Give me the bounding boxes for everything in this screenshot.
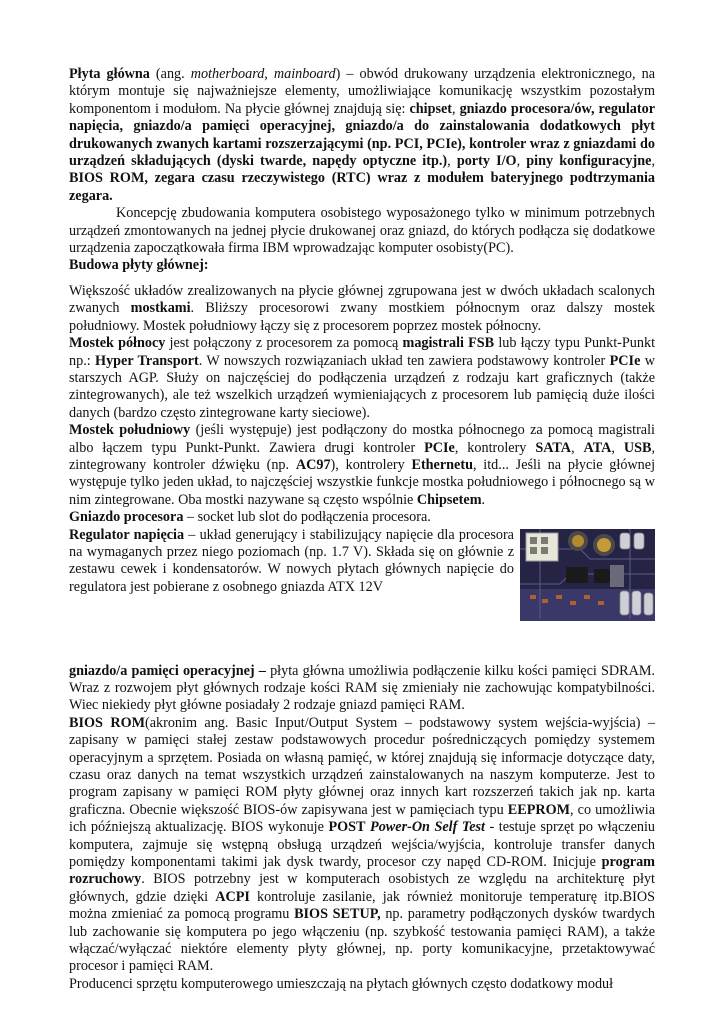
paragraph-definition bbox=[69, 66, 655, 205]
term-bold: gniazdo/a pamięci operacyjnej – bbox=[69, 662, 266, 679]
text: , itd... Jeśli na płycie głównej występuje tylko jeden układ, to najczęściej wszystkie funkcje mostka południowego i północnego są w nim zintegrowane. Oba mostki nazywane są często wspólnie bbox=[69, 456, 656, 508]
text: Większość układów zrealizowanych na płycie głównej zgrupowana jest w dwóch układach scalonych zwanych bbox=[69, 282, 655, 317]
term-bold: EEPROM bbox=[507, 801, 571, 818]
text: , kontrolery bbox=[454, 439, 536, 456]
text: np. parametry podłączonych dysków twardych lub zachowanie się komputera po jego włączeniu (np. szybkość testowania pamięci RAM), a także włączać/wyłączać niektóre elementy płyty głównej, np. porty komunikacyjne, przetaktowywać procesor i pamięci RAM. bbox=[69, 906, 655, 975]
term-bold: Ethernetu bbox=[411, 456, 473, 473]
text: , zintegrowany kontroler dźwięku (np. bbox=[69, 439, 656, 473]
text: lub łączy typu Punkt-Punkt np.: bbox=[69, 335, 656, 369]
paragraph-ibm: Koncepcję zbudowania komputera osobistego wyposażonego tylko w minimum potrzebnych urządzeń zmontowanych na jednej płycie drukowanej oraz gniazd, do których podłącza się dodatkowe urządzenia zapoczątkowała firma IBM wprowadzając komputer osobisty(PC). bbox=[69, 205, 655, 257]
text: , bbox=[611, 439, 624, 456]
term-bold: magistrali FSB bbox=[402, 335, 495, 352]
text: – socket lub slot do podłączenia procesora. bbox=[183, 509, 431, 526]
term-bold: gniazdo procesora/ów, regulator napięcia, gniazdo/a pamięci operacyjnej, gniazdo/a do zainstalowania dodatkowych płyt drukowanych zwanych kartami rozszerzającymi (np. PCI, PCIe), kontroler wraz z gniazdami do urządzeń składujących (dyski twarde, napędy optyczne itp.) bbox=[69, 100, 655, 170]
term-bold: Hyper Transport bbox=[95, 352, 199, 369]
term-bold: Regulator napięcia bbox=[69, 526, 185, 543]
term-bold: program rozruchowy bbox=[69, 854, 655, 888]
text: , co umożliwia ich późniejszą aktualizację. BIOS wykonuje bbox=[69, 801, 655, 836]
text: (akronim ang. Basic Input/Output System – podstawowy system wejścia-wyjścia) – zapisany w pamięci stałej zestaw podstawowych procedur pośredniczących pomiędzy systemem operacyjnym a sprzętem. Posiada on własną pamięć, w której znajdują się informacje dotyczące daty, czasu oraz danych na temat wszystkich urządzeń zainstalowanych na naszym komputerze. Jest to program zapisany w pamięci ROM płyty głównej oraz innych kart rozszerzeń takich jak np. karta graficzna. Obecnie większość BIOS-ów zapisywana jest w pamięciach typu bbox=[69, 714, 655, 818]
term-bold: chipset bbox=[409, 100, 453, 117]
text: – układ generujący i stabilizujący napięcie dla procesora na wymaganych przez niego poziomach (np. 1.7 V). Składa się on głównie z zestawu cewek i kondensatorów. W nowych płytach głównych napięcie do regulatora jest pobierane z osobnego gniazda ATX 12V bbox=[69, 526, 514, 595]
paragraph-bios bbox=[69, 715, 655, 976]
term-bold: BIOS ROM, zegara czasu rzeczywistego (RTC) wraz z modułem bateryjnego podtrzymania zegara. bbox=[69, 170, 655, 204]
term-bold: PCIe bbox=[424, 439, 455, 456]
term-bold: AC97 bbox=[295, 456, 331, 473]
text: . W nowszych rozwiązaniach układ ten zawiera podstawowy kontroler bbox=[198, 352, 610, 369]
text: , bbox=[452, 100, 460, 117]
term-bold: PCIe bbox=[609, 352, 641, 369]
paragraph-north-bridge bbox=[69, 335, 655, 422]
text: , bbox=[571, 439, 584, 456]
term-bold: Mostek południowy bbox=[69, 422, 191, 439]
paragraph-producers: Producenci sprzętu komputerowego umieszczają na płytach głównych często dodatkowy moduł bbox=[69, 975, 614, 992]
term-bold: USB bbox=[623, 439, 652, 456]
paragraph-mostki bbox=[69, 283, 655, 335]
paragraph-socket bbox=[69, 509, 655, 526]
term-bold: Chipsetem bbox=[416, 491, 482, 508]
text: ) – obwód drukowany urządzenia elektronicznego, na którym montuje się najważniejsze elementy, umożliwiające komunikację wszystkim pozostałym komponentom i modułom. Na płycie głównej znajdują się: bbox=[69, 66, 655, 117]
text: ), kontrolery bbox=[330, 456, 412, 473]
text: , bbox=[516, 153, 527, 170]
section-heading: Budowa płyty głównej: bbox=[69, 257, 209, 274]
motherboard-photo-icon bbox=[520, 529, 655, 621]
text: , bbox=[447, 153, 457, 170]
term-bold: Mostek północy bbox=[69, 335, 166, 352]
term-bold: BIOS SETUP, bbox=[294, 906, 381, 923]
term-bold: ATA bbox=[583, 439, 612, 456]
text: - testuje sprzęt po włączeniu komputera, zajmuje się wstępną obsługą urządzeń wejścia/wyjścia, kontroluje transfer danych pomiędzy komponentami takimi jak dysk twardy, procesor czy napęd CD-ROM. Inicjuje bbox=[69, 819, 655, 871]
text: . bbox=[481, 491, 486, 508]
term-bold: ACPI bbox=[215, 888, 250, 905]
text: . BIOS potrzebny jest w komputerach osobistych ze względu na architekturę płyt głównych, gdzie dzięki bbox=[69, 871, 655, 905]
text: kontroluje zasilanie, jak również monitoruje temperaturę itp.BIOS można zmieniać za pomocą programu bbox=[69, 888, 655, 923]
term-bold: Płyta główna bbox=[69, 66, 150, 82]
paragraph-memory-slots bbox=[69, 663, 655, 715]
term-bold: SATA bbox=[535, 439, 572, 456]
term-bold: porty I/O bbox=[456, 153, 517, 170]
term-bold-italic: Power-On Self Test bbox=[370, 819, 485, 836]
term-bold: POST bbox=[328, 819, 366, 836]
term-bold: piny konfiguracyjne bbox=[526, 153, 652, 170]
paragraph-south-bridge bbox=[69, 422, 655, 509]
term-bold: BIOS ROM bbox=[69, 714, 145, 731]
text: jest połączony z procesorem za pomocą bbox=[165, 335, 403, 352]
text: płyta główna umożliwia podłączenie kilku kości pamięci SDRAM. Wraz z rozwojem płyt głównych rodzaje kości RAM się zmieniały nie zachowując kompatybilności. Wiec niekiedy płyt główne posiadały 2 rodzaje gniazd pamięci RAM. bbox=[69, 662, 655, 714]
document-page bbox=[69, 66, 655, 993]
text: (ang. bbox=[149, 66, 191, 82]
text: (jeśli występuje) jest podłączony do mostka północnego za pomocą magistrali albo łączem typu Punkt-Punkt. Zawiera drugi kontroler bbox=[69, 422, 655, 456]
term-bold: mostkami bbox=[130, 300, 191, 317]
text: w starszych AGP. Służy on najczęściej do podłączenia urządzeń z rodzaju kart graficznych (także zintegrowanych), ale też wszelkich urządzeń wymieniających z procesorem lub pamięcią duże ilości danych (bardzo często zintegrowane karty sieciowe). bbox=[69, 352, 655, 421]
text: . Bliższy procesorowi zwany mostkiem północnym oraz dalszy mostek południowy. Mostek południowy łączy się z procesorem poprzez mostek północny. bbox=[69, 300, 655, 334]
term-italic: motherboard, mainboard bbox=[190, 66, 336, 82]
text: , bbox=[651, 153, 655, 170]
term-bold: Gniazdo procesora bbox=[69, 509, 184, 526]
